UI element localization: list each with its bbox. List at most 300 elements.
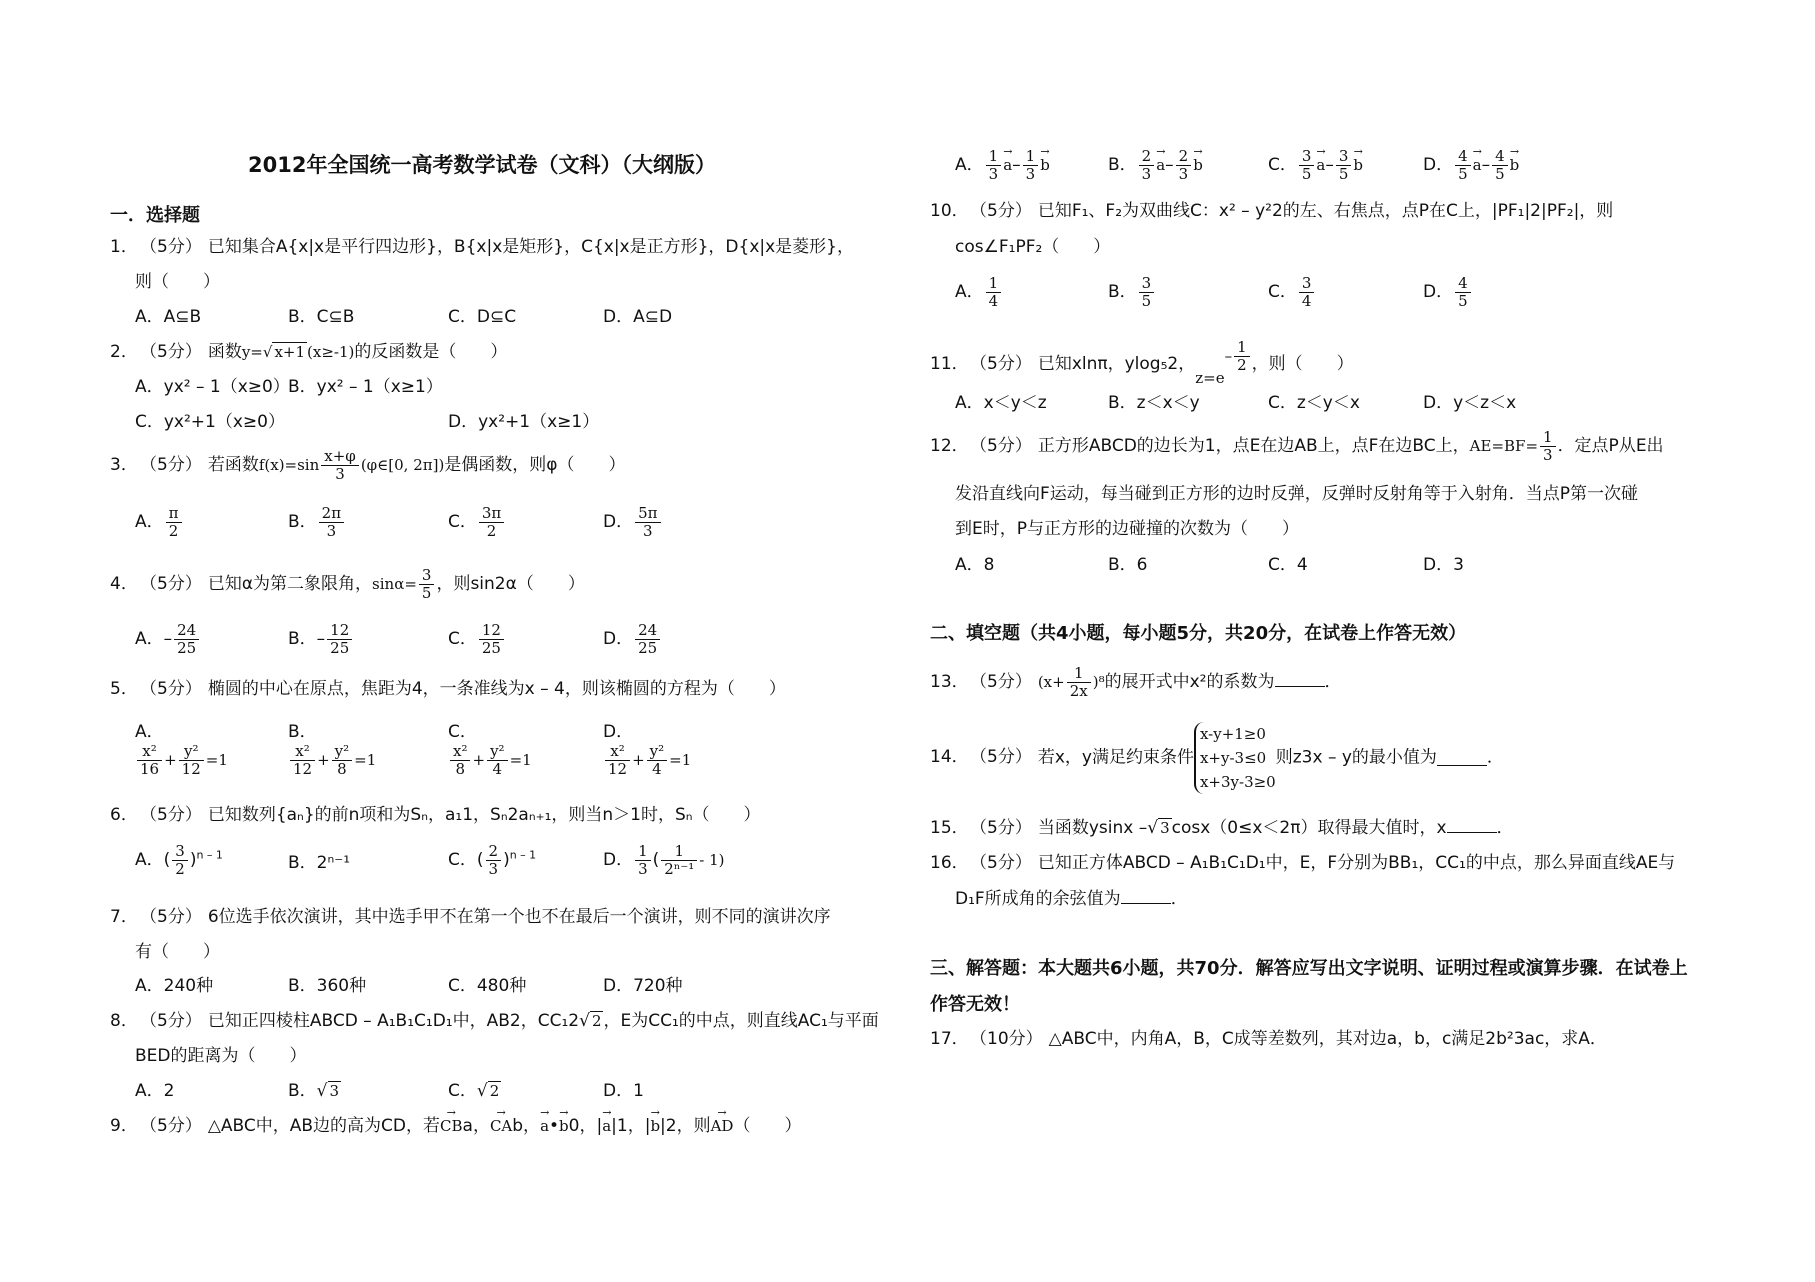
fraction [174, 622, 199, 656]
numerator: 1 [1234, 339, 1250, 357]
denominator: 5 [1458, 291, 1468, 310]
option-label: A． [955, 282, 984, 302]
fraction [166, 505, 182, 539]
option-label: B． [288, 512, 317, 532]
option-a [135, 622, 201, 656]
stem-fragment: b， [512, 1116, 541, 1136]
expression-tail: - 1) [699, 851, 725, 869]
fraction [172, 843, 188, 877]
question-6-options [135, 843, 915, 883]
section2-heading: 二、填空题（共4小题，每小题5分，共20分，在试卷上作答无效） [930, 623, 1467, 644]
fraction [1176, 148, 1192, 182]
answer-blank[interactable] [1121, 889, 1171, 904]
fraction [1234, 339, 1250, 373]
question-stem: 已知F₁、F₂为双曲线C：x² – y²2的左、右焦点，点P在C上，|PF₁|2|PF₂|，则 [1037, 201, 1614, 221]
denominator: 25 [177, 638, 197, 657]
question-stem-tail: 是偶函数，则φ（ ） [444, 455, 626, 475]
question-stem-tail: ，则sin2α（ ） [436, 574, 585, 594]
question-points: （5分） [970, 747, 1032, 768]
fraction [1336, 148, 1352, 182]
question-points: （10分） [970, 1029, 1043, 1049]
option-label: C． [448, 1081, 477, 1101]
question-points: （5分） [140, 907, 202, 927]
option-b: B．yx² – 1（x≥1） [288, 377, 443, 397]
question-points: （5分） [140, 237, 202, 257]
z-expression: z=e [1195, 369, 1225, 387]
question-points: （5分） [970, 672, 1032, 692]
option-a [135, 505, 184, 539]
option-b: B．√ 3 [288, 1081, 340, 1101]
constraint-system [1194, 722, 1276, 794]
question-stem: 已知正方体ABCD – A₁B₁C₁D₁中，E，F分别为BB₁，CC₁的中点，那么异面直线AE与 [1037, 853, 1676, 873]
exponent: n – 1 [509, 848, 537, 862]
option-label: A． [135, 722, 164, 742]
question-points: （5分） [970, 436, 1032, 456]
option-label: C． [448, 850, 477, 870]
sqrt-radicand: x+1 [274, 343, 306, 361]
fraction [327, 622, 352, 656]
question-stem: 已知xlnπ，ylog₅2， [1037, 354, 1196, 374]
numerator: 12 [327, 622, 352, 640]
question-16 [930, 853, 1675, 874]
denominator: 3 [1178, 164, 1189, 183]
vector: → a [1316, 156, 1325, 175]
denominator: 5 [1141, 291, 1152, 310]
question-12-options [955, 555, 1735, 577]
question-number: 2． [110, 342, 138, 362]
question-number: 7． [110, 907, 138, 927]
question-number: 6． [110, 805, 138, 825]
question-12-stem-line3: 到E时，P与正方形的边碰撞的次数为（ ） [955, 519, 1299, 539]
denominator: 5 [1338, 164, 1349, 183]
option-label: D． [603, 629, 634, 649]
question-points: （5分） [970, 354, 1032, 374]
fraction [1455, 148, 1471, 182]
option-c: C．4 [1268, 555, 1308, 575]
question-11 [930, 339, 1354, 388]
vector: → b [559, 1117, 569, 1136]
denominator: 4 [1301, 291, 1312, 310]
stem-fragment: 0，| [568, 1116, 603, 1136]
numerator: 12 [479, 622, 504, 640]
option-c: C．√ 2 [448, 1081, 500, 1101]
question-11-options [955, 393, 1735, 415]
question-7-options [135, 976, 915, 998]
plus-sign: + [472, 751, 486, 770]
exponent [1224, 338, 1252, 374]
plus-sign: + [317, 751, 330, 770]
denominator: 16 [140, 759, 160, 778]
fraction [986, 275, 1002, 309]
question-17 [930, 1029, 1607, 1050]
vector: → CA [490, 1117, 512, 1136]
numerator: 3 [1336, 148, 1352, 166]
dot-operator: • [549, 1116, 560, 1136]
section3-heading-line2: 作答无效！ [930, 994, 1020, 1015]
question-number: 8． [110, 1011, 138, 1031]
question-12 [930, 429, 1664, 463]
option-label: A． [135, 850, 164, 870]
question-points: （5分） [140, 1011, 202, 1031]
question-points: （5分） [140, 455, 202, 475]
option-c: C．yx²+1（x≥0） [135, 412, 285, 432]
domain-condition: (x≥-1) [307, 343, 355, 361]
answer-blank[interactable] [1275, 672, 1325, 687]
constraint-3: x+3y-3≥0 [1199, 773, 1276, 791]
numerator: 2 [1139, 148, 1155, 166]
option-d [1423, 275, 1473, 309]
vector: → CB [440, 1117, 463, 1136]
question-8-options [135, 1081, 915, 1103]
question-1 [110, 237, 854, 258]
question-16-stem-line2 [955, 889, 1188, 910]
fraction [1299, 275, 1315, 309]
option-label: D． [603, 512, 634, 532]
question-stem: 已知α为第二象限角， [207, 574, 373, 594]
numerator: 1 [986, 275, 1002, 293]
option-a [955, 148, 1050, 182]
stem-fragment: |2，则 [660, 1116, 711, 1136]
equals-one: =1 [354, 751, 377, 770]
question-4 [110, 567, 585, 601]
question-number: 12． [930, 436, 969, 456]
vector: → b [1353, 156, 1363, 175]
minus-sign: – [316, 629, 326, 649]
question-stem: △ABC中，内角A，B，C成等差数列，其对边a，b，c满足2b²3ac，求A． [1048, 1029, 1607, 1049]
fraction [419, 567, 435, 601]
minus-sign: – [1012, 155, 1021, 175]
minus-sign: – [1224, 347, 1233, 365]
question-points: （5分） [970, 818, 1032, 838]
question-stem: 当函数ysinx – [1037, 818, 1148, 838]
denominator: 3 [1141, 164, 1152, 183]
fraction [1492, 148, 1508, 182]
option-label: A． [955, 155, 984, 175]
question-stem: 的展开式中x²的系数为 [1104, 672, 1275, 692]
option-d [603, 722, 691, 777]
numerator: 3 [1139, 275, 1155, 293]
question-stem: 已知集合A{x|x是平行四边形}，B{x|x是矩形}，C{x|x是正方形}，D{x|x是菱形}， [207, 237, 855, 257]
question-5 [110, 679, 786, 700]
option-b [288, 622, 354, 656]
numerator: x² [137, 743, 162, 761]
function-lhs: f(x)=sin [258, 456, 320, 474]
option-d [603, 622, 662, 656]
fraction [647, 743, 668, 777]
numerator: y² [647, 743, 668, 761]
denominator: 5 [1301, 164, 1312, 183]
option-b [1108, 148, 1203, 182]
vector: → b [1040, 156, 1050, 175]
option-label: D． [603, 722, 634, 742]
fraction [332, 743, 353, 777]
option-d: D．3 [1423, 555, 1464, 575]
numerator: 2π [319, 505, 344, 523]
vector: → a [602, 1117, 611, 1136]
minus-sign: – [1325, 155, 1334, 175]
option-a: A．( $\frac{3}{2}$ )$^{n - 1}$ [135, 842, 223, 878]
numerator: 3 [1299, 148, 1315, 166]
numerator: y² [179, 743, 204, 761]
numerator: 24 [174, 622, 199, 640]
option-label: D． [603, 850, 634, 870]
fraction [479, 505, 504, 539]
numerator: 4 [1455, 275, 1471, 293]
numerator: 3 [1299, 275, 1315, 293]
numerator: 1 [635, 843, 651, 861]
question-stem-tail: 的反函数是（ ） [354, 342, 508, 362]
numerator: 1 [661, 843, 697, 861]
denominator: 5 [1458, 164, 1468, 183]
option-d: D．1 [603, 1081, 644, 1101]
option-a: A．A⊆B [135, 307, 202, 327]
option-a: A．2 [135, 1081, 175, 1101]
stem-fragment: a， [462, 1116, 490, 1136]
question-stem: 若x，y满足约束条件 [1037, 747, 1194, 768]
equals-one: =1 [669, 751, 692, 770]
question-number: 16． [930, 853, 969, 873]
denominator: 25 [330, 638, 350, 657]
fraction [1139, 148, 1155, 182]
question-3 [110, 448, 626, 482]
sqrt-radicand: 2 [591, 1012, 602, 1030]
numerator: x² [605, 743, 630, 761]
question-9 [110, 1116, 801, 1137]
denominator: 3 [326, 521, 337, 540]
plus-sign: + [164, 751, 177, 770]
vector: → a [1473, 156, 1482, 175]
domain-condition: (φ∈[0, 2π]) [360, 456, 445, 474]
question-8: 8． （5分） 已知正四棱柱ABCD – A₁B₁C₁D₁中，AB2，CC₁2√ 2 ，E为CC₁的中点，则直线AC₁与平面 [110, 1011, 879, 1031]
option-b [288, 722, 376, 777]
numerator: 4 [1455, 148, 1471, 166]
option-d [1423, 148, 1519, 182]
option-a: A．240种 [135, 976, 214, 996]
numerator: x+φ [321, 448, 359, 466]
minus-sign: – [1165, 155, 1174, 175]
question-14 [930, 722, 1504, 794]
denominator: 2 [486, 521, 497, 540]
denominator: 25 [481, 638, 501, 657]
question-stem: △ABC中，AB边的高为CD，若 [207, 1116, 441, 1136]
denominator: 4 [652, 759, 662, 778]
option-c [448, 505, 506, 539]
question-number: 9． [110, 1116, 138, 1136]
denominator: 2x [1069, 681, 1088, 700]
question-4-options [135, 622, 915, 662]
denominator: 3 [335, 464, 345, 483]
fraction [1540, 429, 1556, 463]
vector: → b [1510, 156, 1520, 175]
question-10 [930, 201, 1613, 222]
answer-blank[interactable] [1437, 751, 1487, 766]
minus-sign: – [163, 629, 173, 649]
option-label: B． [1108, 282, 1137, 302]
question-number: 14． [930, 747, 969, 768]
fraction [450, 743, 470, 777]
denominator: 3 [638, 859, 648, 878]
question-stem-tail: ，则（ ） [1251, 354, 1354, 374]
denominator: 25 [638, 638, 658, 657]
fraction [635, 622, 660, 656]
function-lhs: y= [241, 343, 263, 361]
question-stem-tail: cosx（0≤x＜2π）取得最大值时，x [1171, 818, 1447, 838]
option-a: A．x＜y＜z [955, 393, 1047, 413]
numerator: 1 [1067, 665, 1091, 683]
vector: → b [650, 1117, 660, 1136]
option-b: B．z＜x＜y [1108, 393, 1200, 413]
denominator: 2ⁿ⁻¹ [664, 859, 695, 878]
denominator: 12 [181, 759, 201, 778]
question-number: 5． [110, 679, 138, 699]
numerator: 4 [1492, 148, 1508, 166]
fraction [137, 743, 162, 777]
denominator: 5 [421, 583, 432, 602]
option-d: D．y＜z＜x [1423, 393, 1517, 413]
sqrt-radicand: 3 [329, 1082, 340, 1100]
option-b [1108, 275, 1156, 309]
fraction [487, 743, 508, 777]
option-label: C． [448, 629, 477, 649]
vector: → AD [711, 1117, 734, 1136]
fraction [1023, 148, 1039, 182]
minus-sign: – [1481, 155, 1491, 175]
fraction [486, 843, 502, 877]
section3-heading: 三、解答题：本大题共6小题，共70分．解答应写出文字说明、证明过程或演算步骤．在试卷上 [930, 958, 1688, 979]
question-stem: 已知数列{aₙ}的前n项和为Sₙ，a₁1，Sₙ2aₙ₊₁，则当n＞1时，Sₙ（ ） [207, 805, 761, 825]
numerator: 3π [479, 505, 504, 523]
option-c [1268, 148, 1363, 182]
option-b [288, 505, 346, 539]
numerator: 2 [1176, 148, 1192, 166]
question-number: 4． [110, 574, 138, 594]
vector: → a [1003, 156, 1012, 175]
question-3-options [135, 505, 915, 545]
numerator: 1 [986, 148, 1002, 166]
fraction [321, 448, 359, 482]
denominator: 2 [1237, 355, 1247, 374]
fraction [1139, 275, 1155, 309]
option-b: B．360种 [288, 976, 367, 996]
option-label: D． [1423, 282, 1454, 302]
sqrt-radicand: 2 [489, 1082, 500, 1100]
option-label: C． [448, 512, 477, 532]
option-c: C．480种 [448, 976, 527, 996]
option-d: D．720种 [603, 976, 683, 996]
question-5-options [135, 722, 915, 778]
option-c: C．D⊆C [448, 307, 517, 327]
denominator: 2 [175, 859, 185, 878]
option-c: C．z＜y＜x [1268, 393, 1360, 413]
question-stem: 已知正四棱柱ABCD – A₁B₁C₁D₁中，AB2，CC₁2 [207, 1011, 580, 1031]
fraction [1455, 275, 1471, 309]
option-b: B．6 [1108, 555, 1148, 575]
expression-open: (x+ [1037, 673, 1065, 691]
numerator: 2 [486, 843, 502, 861]
question-12-stem-line2: 发沿直线向F运动，每当碰到正方形的边时反弹，反弹时反射角等于入射角．当点P第一次碰 [955, 484, 1639, 504]
page-title: 2012年全国统一高考数学试卷（文科）（大纲版） [248, 153, 716, 177]
sin-expression: sinα= [372, 575, 417, 593]
question-13 [930, 665, 1342, 699]
equals-one: =1 [205, 751, 228, 770]
question-stem-tail: （ ） [733, 1116, 802, 1136]
question-stem: 正方形ABCD的边长为1，点E在边AB上，点F在边BC上， [1037, 436, 1470, 456]
option-c: C．( $\frac{2}{3}$ )$^{n - 1}$ [448, 842, 537, 878]
option-a [955, 275, 1003, 309]
numerator: x² [450, 743, 470, 761]
question-number: 10． [930, 201, 969, 221]
option-b: B．2ⁿ⁻¹ [288, 853, 351, 873]
option-label: C． [1268, 155, 1297, 175]
vector: → a [540, 1117, 549, 1136]
fraction [1067, 665, 1091, 699]
question-points: （5分） [140, 1116, 202, 1136]
question-stem-line2: D₁F所成角的余弦值为 [955, 889, 1121, 909]
fraction [319, 505, 344, 539]
numerator: y² [332, 743, 353, 761]
denominator: 12 [293, 759, 313, 778]
fraction [635, 843, 651, 877]
question-stem: 6位选手依次演讲，其中选手甲不在第一个也不在最后一个演讲，则不同的演讲次序 [207, 907, 831, 927]
question-9-options [955, 148, 1735, 188]
plus-sign: + [632, 751, 645, 770]
stem-fragment: |1，| [611, 1116, 651, 1136]
denominator: 3 [488, 859, 499, 878]
denominator: 4 [988, 291, 999, 310]
fraction [661, 843, 697, 877]
question-7 [110, 907, 831, 928]
numerator: 3 [419, 567, 435, 585]
ae-bf-expression: AE=BF= [1469, 437, 1539, 455]
vector: → b [1193, 156, 1203, 175]
option-label: C． [448, 722, 477, 742]
vector: → a [1156, 156, 1165, 175]
question-stem: 函数 [207, 342, 242, 362]
equals-one: =1 [509, 751, 532, 770]
question-stem-tail: ，E为CC₁的中点，则直线AC₁与平面 [603, 1011, 879, 1031]
option-d: D． $\frac{1}{3}$ ( $\frac{1}{\text{2ⁿ⁻¹}}$ - 1) [603, 842, 725, 878]
option-a: A．yx² – 1（x≥0） [135, 377, 290, 397]
denominator: 3 [1543, 445, 1553, 464]
question-points: （5分） [970, 853, 1032, 873]
section1-heading: 一．选择题 [110, 205, 200, 226]
question-15: 15．（5分） 当函数ysinx –√ 3 cosx（0≤x＜2π）取得最大值时，x ． [930, 818, 1514, 838]
numerator: 24 [635, 622, 660, 640]
period: ． [1486, 747, 1504, 768]
fraction [986, 148, 1002, 182]
numerator: 5π [635, 505, 660, 523]
denominator: 3 [988, 164, 999, 183]
option-label: B． [288, 629, 317, 649]
denominator: 5 [1495, 164, 1505, 183]
function-expression: y=√ x+1 (x≥-1) [241, 343, 355, 361]
denominator: 3 [1025, 164, 1036, 183]
numerator: π [166, 505, 182, 523]
question-points: （5分） [140, 805, 202, 825]
fraction [479, 622, 504, 656]
option-c [448, 722, 532, 777]
fraction [290, 743, 315, 777]
answer-blank[interactable] [1447, 818, 1497, 833]
question-number: 3． [110, 455, 138, 475]
question-number: 17． [930, 1029, 969, 1049]
question-6 [110, 805, 761, 826]
question-points: （5分） [970, 201, 1032, 221]
denominator: 3 [643, 521, 653, 540]
question-points: （5分） [140, 574, 202, 594]
option-label: A． [135, 629, 164, 649]
question-number: 13． [930, 672, 969, 692]
